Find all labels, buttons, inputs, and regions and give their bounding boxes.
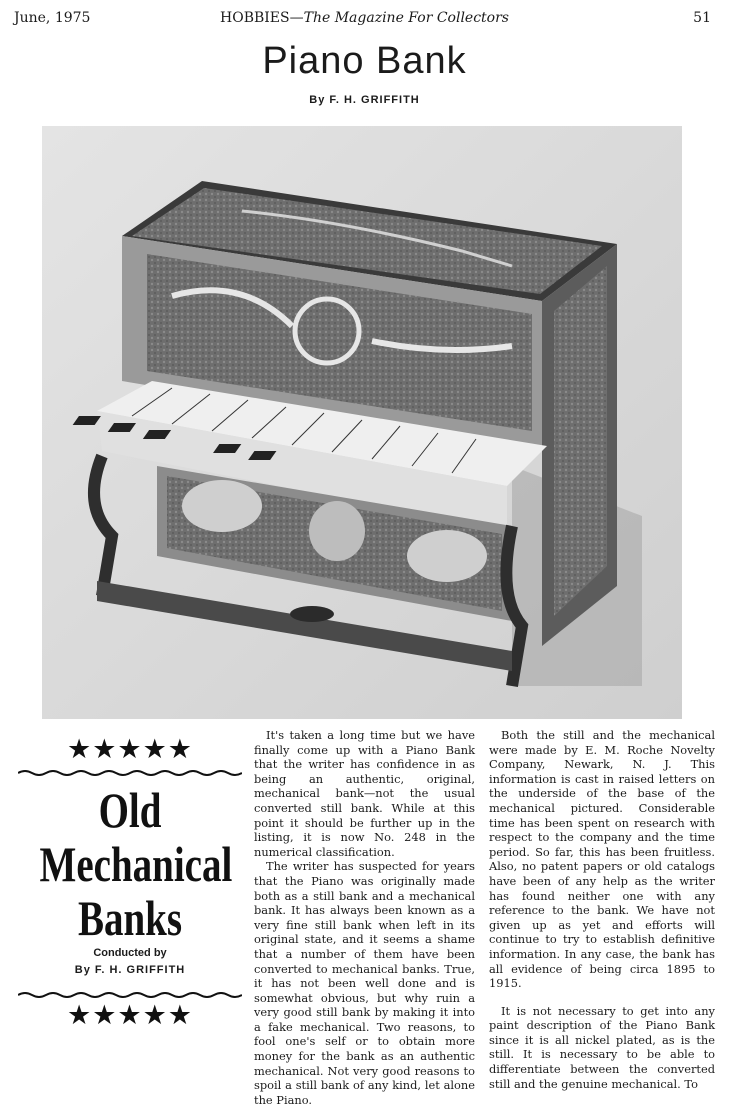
page-number: 51 xyxy=(693,10,711,26)
piano-bank-photo xyxy=(42,126,682,719)
magazine-name: HOBBIES xyxy=(220,10,290,26)
wavy-divider-bottom xyxy=(18,991,242,999)
paragraph: It is not necessary to get into any paint description of the Piano Bank since it is all nickel plated, as is the still. It is necessary to be able to differentiate between the converted still and the genuine mechanical. To xyxy=(489,1003,715,1091)
magazine-tagline: The Magazine For Collectors xyxy=(303,10,509,26)
running-head: HOBBIES—The Magazine For Collectors xyxy=(220,10,509,26)
body-column-right xyxy=(489,728,715,1091)
paragraph: Both the still and the mechanical were made by E. M. Roche Novelty Company, Newark, N. J. This information is cast in raised letters on the underside of the base of the mechanical pictured. Considerable time has been spent on research with respect to the company and the time period. So far, this has been fruitless. Also, no patent papers or old catalogs have been of any help as the writer has found neither one with any reference to the bank. We have not given up as yet and efforts will continue to try to establish definitive information. In any case, the bank has all evidence of being circa 1895 to 1915. xyxy=(489,728,715,991)
issue-date: June, 1975 xyxy=(14,10,91,26)
column-byline: By F. H. GRIFFITH xyxy=(74,964,186,976)
conducted-by: Conducted by xyxy=(93,947,167,959)
paragraph: It's taken a long time but we have finally come up with a Piano Bank that the writer has confidence in as being an authentic, original, mechanical bank—not the usual converted still bank. While at this point it should be further up in the listing, it is now No. 248 in the numerical classification. xyxy=(254,728,475,859)
stars-top: ★★★★★ xyxy=(66,734,194,765)
column-title-line-2: Mechanical xyxy=(39,836,233,892)
paragraph: The writer has suspected for years that the Piano was originally made both as a still bank and a mechanical bank. It has always been known as a very fine still bank when left in its original state, and it seems a shame that a number of them have been converted to mechanical banks. True, it has not been well done and is somewhat obvious, but why ruin a very good still bank by making it into a fake mechanical. Two reasons, to fool one's self or to obtain more money for the bank as an authentic mechanical. Not very good reasons to spoil a still bank of any kind, let alone the Piano. xyxy=(254,859,475,1107)
column-title-line-1: Old xyxy=(98,782,162,838)
stars-bottom: ★★★★★ xyxy=(66,1000,194,1031)
wavy-divider-top xyxy=(18,769,242,777)
body-column-middle xyxy=(254,728,475,1107)
article-title: Piano Bank xyxy=(262,40,467,82)
article-byline: By F. H. GRIFFITH xyxy=(309,94,420,106)
column-title-line-3: Banks xyxy=(77,890,183,946)
page-header xyxy=(0,0,729,34)
column-header xyxy=(14,728,246,1040)
